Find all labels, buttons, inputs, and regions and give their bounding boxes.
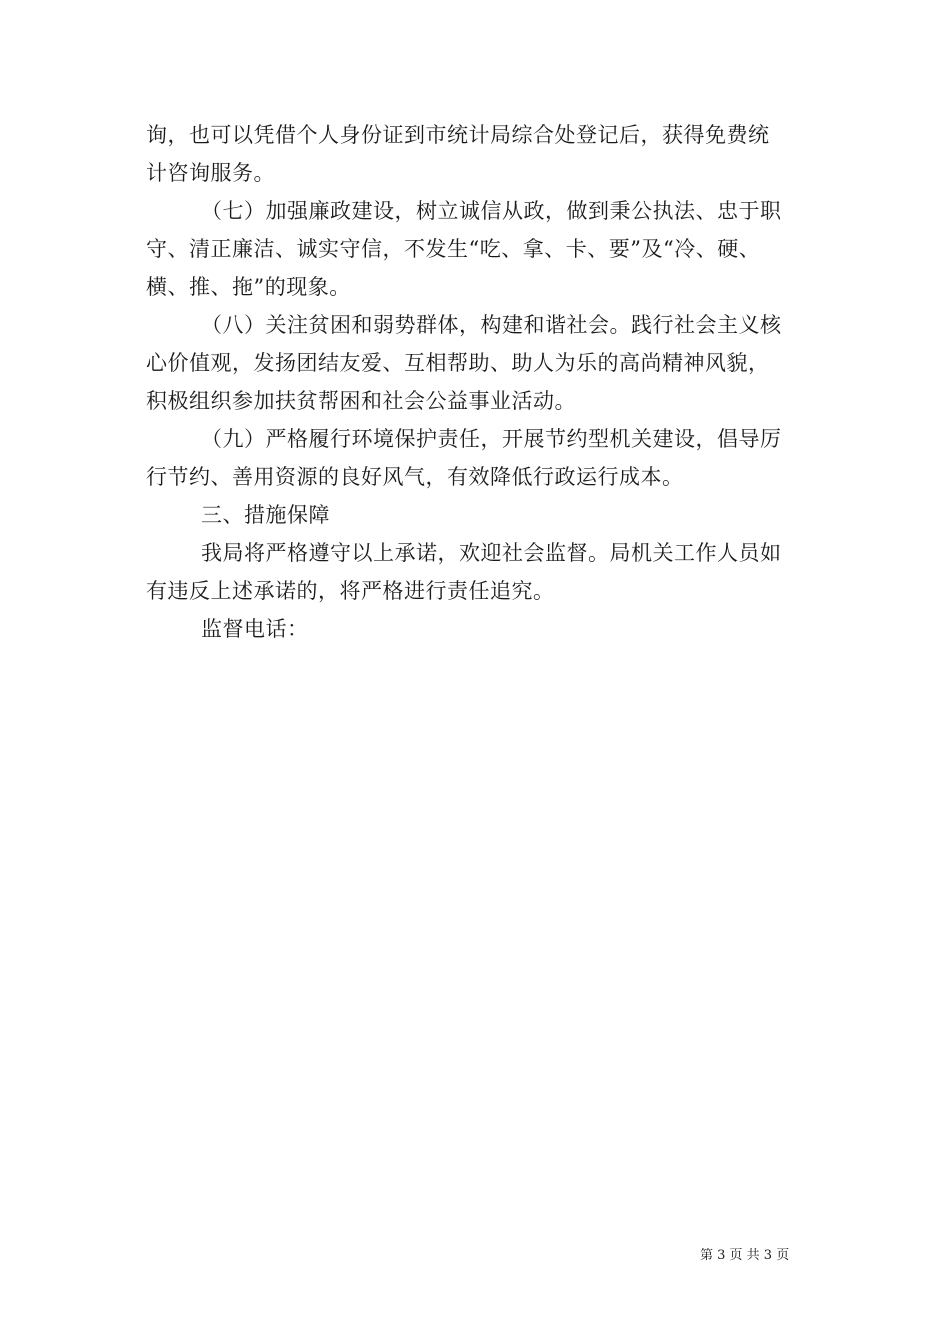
- body-line: （八）关注贫困和弱势群体，构建和谐社会。践行社会主义核: [201, 313, 782, 337]
- supervision-phone-label: 监督电话：: [201, 617, 309, 641]
- section-heading: 三、措施保障: [201, 503, 330, 527]
- body-line: 行节约、善用资源的良好风气，有效降低行政运行成本。: [146, 465, 684, 489]
- body-line: 有违反上述承诺的，将严格进行责任追究。: [146, 579, 555, 603]
- document-body: [146, 116, 836, 648]
- body-line: 我局将严格遵守以上承诺，欢迎社会监督。局机关工作人员如: [201, 541, 782, 565]
- body-line: 心价值观，发扬团结友爱、互相帮助、助人为乐的高尚精神风貌，: [146, 351, 770, 375]
- body-line: 积极组织参加扶贫帮困和社会公益事业活动。: [146, 389, 576, 413]
- body-line: 询，也可以凭借个人身份证到市统计局综合处登记后，获得免费统: [146, 123, 770, 147]
- body-line: 计咨询服务。: [146, 161, 275, 185]
- body-line: 守、清正廉洁、诚实守信，不发生“吃、拿、卡、要”及“冷、硬、: [146, 237, 761, 261]
- body-line: （七）加强廉政建设，树立诚信从政，做到秉公执法、忠于职: [201, 199, 782, 223]
- page-number-footer: 第 3 页 共 3 页: [700, 1248, 790, 1263]
- body-line: 横、推、拖”的现象。: [146, 275, 351, 299]
- body-line: （九）严格履行环境保护责任，开展节约型机关建设，倡导厉: [201, 427, 782, 451]
